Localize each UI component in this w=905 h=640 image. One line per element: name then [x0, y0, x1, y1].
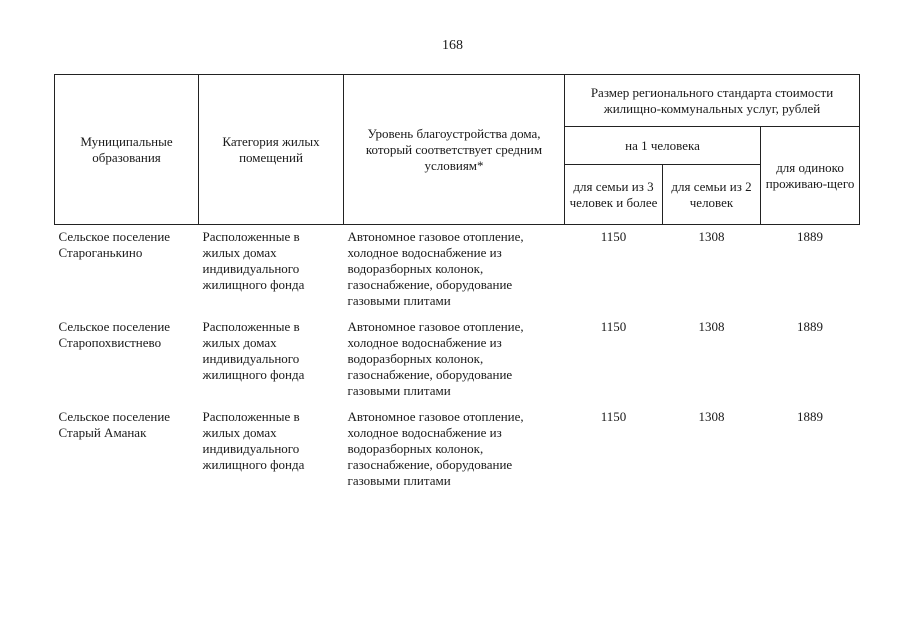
- cell-level: Автономное газовое отопление, холодное водоснабжение из водоразборных колонок, газоснабжение, оборудование газовыми плитами: [347, 319, 524, 398]
- cell-category: Расположенные в жилых домах индивидуального жилищного фонда: [202, 319, 305, 382]
- housing-standard-table: [54, 74, 860, 495]
- header-family-3plus: для семьи из 3 человек и более: [565, 165, 663, 225]
- header-category: Категория жилых помещений: [199, 75, 344, 225]
- page-number: 168: [442, 38, 463, 53]
- table-header: [55, 75, 860, 225]
- header-municipality: Муниципальные образования: [55, 75, 199, 225]
- cell-family-3plus: 1150: [600, 229, 627, 244]
- cell-level: Автономное газовое отопление, холодное водоснабжение из водоразборных колонок, газоснабжение, оборудование газовыми плитами: [347, 409, 524, 488]
- header-level: Уровень благоустройства дома, который соответствует средним условиям*: [344, 75, 565, 225]
- cell-municipality: Сельское поселение Старопохвистнево: [58, 319, 171, 350]
- table-row: [55, 405, 860, 495]
- cell-category: Расположенные в жилых домах индивидуального жилищного фонда: [202, 229, 305, 292]
- table-row: [55, 315, 860, 405]
- cell-single: 1889: [797, 409, 823, 424]
- cell-level: Автономное газовое отопление, холодное водоснабжение из водоразборных колонок, газоснабжение, оборудование газовыми плитами: [347, 229, 524, 308]
- cell-category: Расположенные в жилых домах индивидуального жилищного фонда: [202, 409, 305, 472]
- cell-municipality: Сельское поселение Старый Аманак: [58, 409, 171, 440]
- cell-family-3plus: 1150: [600, 319, 627, 334]
- cell-family-2: 1308: [698, 409, 725, 424]
- cell-single: 1889: [797, 319, 823, 334]
- header-single: для одиноко проживаю-щего: [761, 127, 860, 225]
- cell-family-3plus: 1150: [600, 409, 627, 424]
- cell-family-2: 1308: [698, 229, 725, 244]
- table-row: [55, 225, 860, 316]
- table-body: [55, 225, 860, 496]
- header-family-2: для семьи из 2 человек: [663, 165, 761, 225]
- cell-family-2: 1308: [698, 319, 725, 334]
- header-standard: Размер регионального стандарта стоимости жилищно-коммунальных услуг, рублей: [565, 75, 860, 127]
- header-per-person: на 1 человека: [565, 127, 761, 165]
- cell-single: 1889: [797, 229, 823, 244]
- cell-municipality: Сельское поселение Староганькино: [58, 229, 171, 260]
